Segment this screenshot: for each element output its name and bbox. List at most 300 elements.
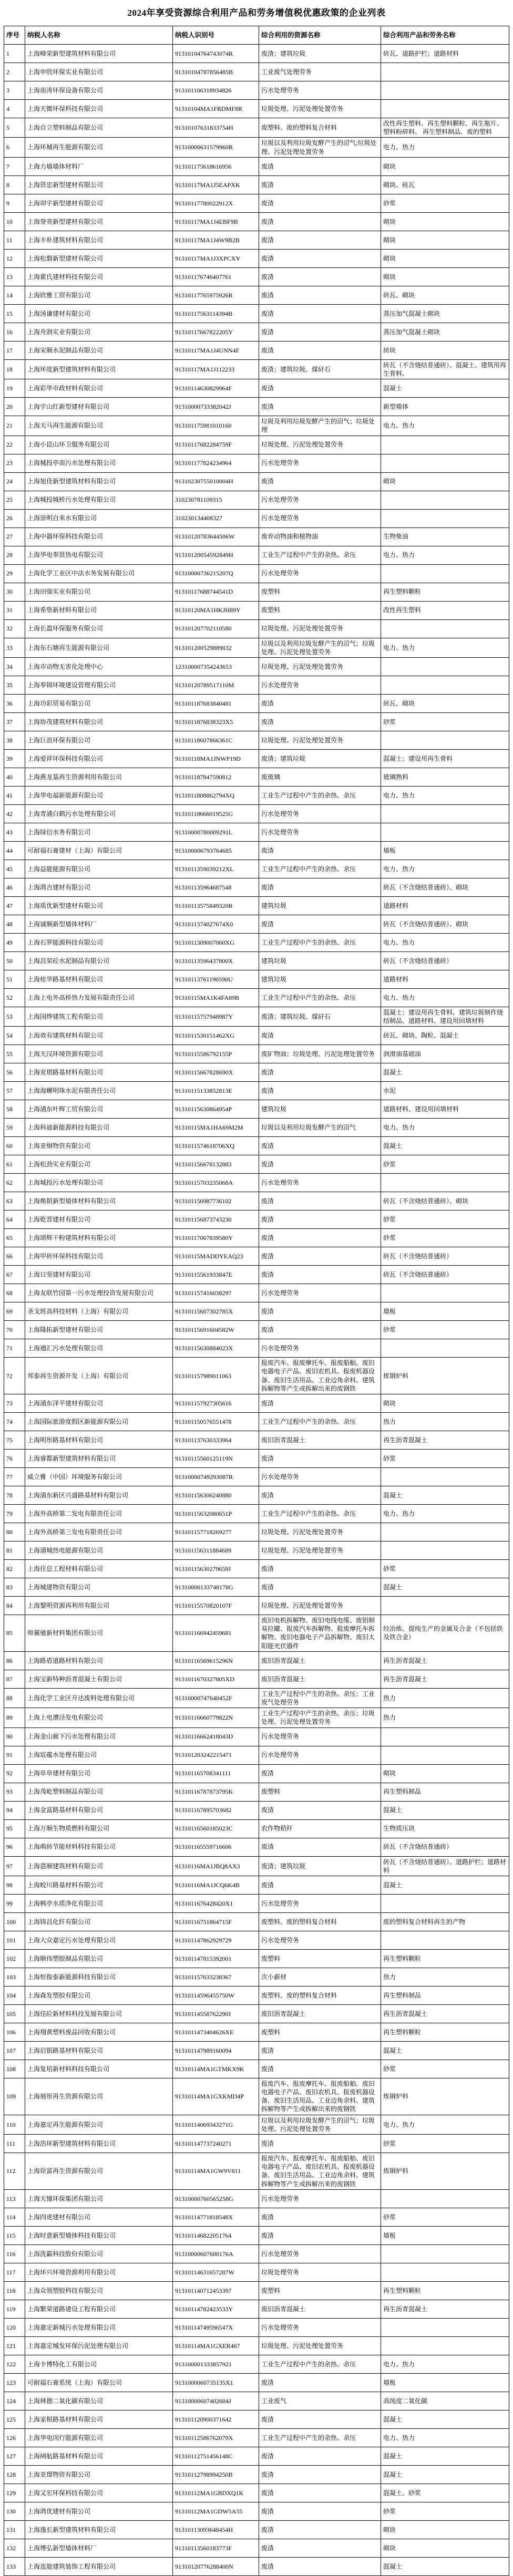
cell-taxpayer-name: 上海逸长新型建筑材料有限公司 bbox=[25, 2520, 173, 2539]
cell-taxpayer-id: 913101156873743230 bbox=[173, 1211, 259, 1229]
cell-taxpayer-id: 91310000133748178G bbox=[173, 1578, 259, 1597]
cell-taxpayer-name: 上海卡博特化工有限公司 bbox=[25, 2355, 173, 2373]
cell-taxpayer-name: 上海翟氏建材科技有限公司 bbox=[25, 267, 173, 286]
cell-resource-name: 垃圾及利用垃圾发酵产生的沼气；垃圾处理 bbox=[259, 416, 381, 436]
cell-taxpayer-name: 上海华电福新能源有限公司 bbox=[25, 786, 173, 804]
cell-taxpayer-id: 913101147815392001 bbox=[173, 1949, 259, 1968]
table-row bbox=[4, 694, 509, 712]
cell-taxpayer-id: 91310114069343271G bbox=[173, 2115, 259, 2134]
cell-taxpayer-id: 913101147862929729 bbox=[173, 1931, 259, 1949]
cell-product-name: 热力 bbox=[381, 1708, 509, 1727]
cell-taxpayer-name: 圣戈班高科技材料（上海）有限公司 bbox=[25, 1302, 173, 1321]
cell-index: 99 bbox=[4, 1894, 25, 1912]
cell-product-name: 道路材料、建设用回填材料 bbox=[381, 1100, 509, 1119]
table-row bbox=[4, 1247, 509, 1266]
cell-resource-name: 废塑料 bbox=[259, 583, 381, 601]
cell-index: 54 bbox=[4, 1027, 25, 1045]
cell-product-name bbox=[381, 804, 509, 823]
cell-index: 61 bbox=[4, 1155, 25, 1174]
cell-taxpayer-name: 上海效有建筑材料有限公司 bbox=[25, 1027, 173, 1045]
cell-product-name: 砂浆 bbox=[381, 2060, 509, 2078]
cell-taxpayer-name: 上海浩环新型建筑材料有限公司 bbox=[25, 2135, 173, 2153]
table-row bbox=[4, 1155, 509, 1174]
table-row bbox=[4, 2300, 509, 2318]
cell-taxpayer-id: 91310117MA1J4UNN4F bbox=[173, 341, 259, 359]
table-row bbox=[4, 1174, 509, 1192]
cell-taxpayer-id: 91310118607866361C bbox=[173, 731, 259, 749]
cell-resource-name: 废渣 bbox=[259, 194, 381, 212]
cell-taxpayer-id: 913101147737240271 bbox=[173, 2135, 259, 2153]
table-row bbox=[4, 804, 509, 823]
cell-taxpayer-id: 91310116662418043D bbox=[173, 1727, 259, 1746]
cell-index: 111 bbox=[4, 2135, 25, 2153]
cell-index: 44 bbox=[4, 841, 25, 860]
cell-taxpayer-id: 91310114771818548X bbox=[173, 2208, 259, 2226]
cell-taxpayer-name: 上海城建物资有限公司 bbox=[25, 1578, 173, 1597]
table-row bbox=[4, 379, 509, 398]
cell-product-name: 电力、热力 bbox=[381, 638, 509, 657]
cell-index: 23 bbox=[4, 454, 25, 472]
cell-taxpayer-id: 91310113596437800X bbox=[173, 951, 259, 970]
table-row bbox=[4, 1413, 509, 1431]
cell-taxpayer-name: 上海卯宇新型建材有限公司 bbox=[25, 194, 173, 212]
cell-taxpayer-id: 91310116MA1JBQ8AX3 bbox=[173, 1856, 259, 1876]
cell-product-name: 混凝土 bbox=[381, 2447, 509, 2465]
cell-product-name: 砌块 bbox=[381, 472, 509, 491]
cell-taxpayer-name: 上海天微环保科技有限公司 bbox=[25, 100, 173, 118]
cell-index: 91 bbox=[4, 1746, 25, 1764]
cell-taxpayer-id: 91310115632080651P bbox=[173, 1505, 259, 1523]
cell-taxpayer-id: 913101156678132883 bbox=[173, 1155, 259, 1174]
cell-taxpayer-id: 913101167895703682 bbox=[173, 1801, 259, 1819]
cell-taxpayer-name: 上海鸿优建材有限公司 bbox=[25, 2502, 173, 2520]
cell-product-name bbox=[381, 823, 509, 841]
cell-product-name: 混凝土 bbox=[381, 2557, 509, 2575]
cell-taxpayer-name: 上海松磐新型建材有限公司 bbox=[25, 249, 173, 267]
cell-resource-name: 废渣；建筑垃圾、煤矸石 bbox=[259, 1007, 381, 1026]
cell-taxpayer-name: 上海环城再生能源有限公司 bbox=[25, 138, 173, 157]
cell-index: 63 bbox=[4, 1192, 25, 1211]
cell-resource-name: 工业生产过程中产生的余热、余压 bbox=[259, 786, 381, 804]
cell-taxpayer-name: 上海宇山红新型建材有限公司 bbox=[25, 398, 173, 416]
column-header-taxpayer-id: 纳税人识别号 bbox=[173, 26, 259, 45]
cell-product-name: 水泥 bbox=[381, 1082, 509, 1100]
cell-resource-name: 废渣 bbox=[259, 1321, 381, 1339]
cell-resource-name: 报废汽车、报废摩托车、报废船舶、废旧电器电子产品、废旧农机具、报废机器设备、废旧生活用品、工业边角余料、建筑拆解物等产生或拆解出来的废钢铁 bbox=[259, 2078, 381, 2115]
cell-index: 22 bbox=[4, 436, 25, 454]
cell-index: 46 bbox=[4, 878, 25, 896]
table-row bbox=[4, 2484, 509, 2502]
cell-taxpayer-id: 91310000607600176A bbox=[173, 2244, 259, 2263]
column-header-product-name: 综合利用产品和劳务名称 bbox=[381, 26, 509, 45]
cell-product-name bbox=[381, 1597, 509, 1615]
cell-product-name bbox=[381, 436, 509, 454]
cell-index: 74 bbox=[4, 1413, 25, 1431]
cell-resource-name: 报废汽车、报废摩托车、报废船舶、废旧电器电子产品、废旧农机具、报废机器设备、废旧生活用品、工业边角余料、建筑拆解物等产生或拆解出来的废钢铁 bbox=[259, 2153, 381, 2190]
cell-product-name: 砂浆 bbox=[381, 1211, 509, 1229]
table-row bbox=[4, 2355, 509, 2373]
cell-resource-name: 废旧沥青混凝土 bbox=[259, 1651, 381, 1670]
table-row bbox=[4, 564, 509, 583]
cell-resource-name: 废塑料 bbox=[259, 601, 381, 619]
cell-resource-name: 废旧沥青混凝土 bbox=[259, 2004, 381, 2023]
cell-product-name: 电力、热力 bbox=[381, 138, 509, 157]
table-row bbox=[4, 1468, 509, 1486]
cell-taxpayer-name: 上海嘉定新城污水处理有限公司 bbox=[25, 2318, 173, 2336]
table-header bbox=[4, 26, 509, 45]
cell-resource-name: 污水处理劳务 bbox=[259, 676, 381, 694]
cell-product-name bbox=[381, 1894, 509, 1912]
cell-resource-name: 工业生产过程中产生的余热、余压 bbox=[259, 1505, 381, 1523]
cell-resource-name: 污水处理劳务 bbox=[259, 81, 381, 100]
cell-index: 18 bbox=[4, 359, 25, 379]
table-row bbox=[4, 1578, 509, 1597]
cell-taxpayer-name: 上海友联竹园第一污水处理投资发展有限公司 bbox=[25, 1284, 173, 1302]
cell-resource-name: 建筑垃圾 bbox=[259, 951, 381, 970]
cell-product-name: 砖块 bbox=[381, 341, 509, 359]
cell-product-name: 砖瓦、砌块 bbox=[381, 286, 509, 304]
cell-index: 41 bbox=[4, 786, 25, 804]
cell-product-name: 混凝土 bbox=[381, 1486, 509, 1505]
table-row bbox=[4, 2153, 509, 2190]
cell-taxpayer-name: 上海亚炯物资有限公司 bbox=[25, 1137, 173, 1155]
cell-index: 55 bbox=[4, 1045, 25, 1063]
table-row bbox=[4, 472, 509, 491]
table-row bbox=[4, 118, 509, 138]
cell-taxpayer-id: 91310117MA1J3XPCXY bbox=[173, 249, 259, 267]
cell-taxpayer-id: 913101140712453397 bbox=[173, 2281, 259, 2300]
cell-taxpayer-id: 91310115607302785X bbox=[173, 1302, 259, 1321]
cell-product-name: 砖瓦、砌块 bbox=[381, 694, 509, 712]
table-row bbox=[4, 712, 509, 731]
cell-index: 76 bbox=[4, 1450, 25, 1468]
cell-resource-name: 废渣 bbox=[259, 1027, 381, 1045]
table-row bbox=[4, 1968, 509, 1986]
cell-taxpayer-id: 913101157416038297 bbox=[173, 1284, 259, 1302]
cell-taxpayer-id: 91310117780022912X bbox=[173, 194, 259, 212]
cell-resource-name: 废渣 bbox=[259, 1266, 381, 1284]
cell-taxpayer-id: 91310115630279659J bbox=[173, 1560, 259, 1578]
cell-resource-name: 废渣 bbox=[259, 1229, 381, 1247]
cell-index: 92 bbox=[4, 1764, 25, 1783]
cell-resource-name: 废渣 bbox=[259, 212, 381, 231]
cell-resource-name: 废渣 bbox=[259, 304, 381, 323]
cell-taxpayer-name: 上海誉亮新型建材有限公司 bbox=[25, 212, 173, 231]
cell-taxpayer-id: 91310104MA1FRDMF8R bbox=[173, 100, 259, 118]
cell-taxpayer-name: 上海蛟川路基材料有限公司 bbox=[25, 1876, 173, 1894]
cell-product-name: 砌块 bbox=[381, 231, 509, 249]
cell-resource-name: 废渣 bbox=[259, 1137, 381, 1155]
cell-product-name: 电力、热力 bbox=[381, 988, 509, 1007]
cell-index: 119 bbox=[4, 2300, 25, 2318]
cell-taxpayer-id: 91310115757948987Y bbox=[173, 1007, 259, 1026]
cell-product-name: 混凝土 bbox=[381, 2410, 509, 2428]
cell-resource-name: 废渣 bbox=[259, 1211, 381, 1229]
cell-index: 113 bbox=[4, 2189, 25, 2208]
cell-taxpayer-name: 上海宋顺水泥制品有限公司 bbox=[25, 341, 173, 359]
cell-taxpayer-id: 91310115MA1K4FA89B bbox=[173, 988, 259, 1007]
cell-resource-name: 垃圾处理、污泥处理处置劳务 bbox=[259, 619, 381, 638]
cell-taxpayer-name: 上海协茂建筑材料有限公司 bbox=[25, 712, 173, 731]
cell-taxpayer-id: 91310114630829964F bbox=[173, 379, 259, 398]
table-row bbox=[4, 896, 509, 915]
table-row bbox=[4, 2318, 509, 2336]
table-row bbox=[4, 1063, 509, 1082]
cell-taxpayer-id: 91310117MA1J5EAPXK bbox=[173, 175, 259, 194]
cell-taxpayer-id: 913101200529889032 bbox=[173, 638, 259, 657]
table-row bbox=[4, 823, 509, 841]
table-row bbox=[4, 2244, 509, 2263]
table-row bbox=[4, 1082, 509, 1100]
cell-taxpayer-id: 91310115133852813E bbox=[173, 1082, 259, 1100]
cell-taxpayer-id: 91310116787873795K bbox=[173, 1783, 259, 1801]
cell-resource-name: 废渣 bbox=[259, 1394, 381, 1413]
cell-product-name: 道路材料 bbox=[381, 970, 509, 988]
cell-taxpayer-name: 上海青浦白鹤污水处理有限公司 bbox=[25, 804, 173, 823]
cell-taxpayer-name: 上海功彩贸易有限公司 bbox=[25, 694, 173, 712]
cell-taxpayer-id: 91310000780009291L bbox=[173, 823, 259, 841]
cell-index: 39 bbox=[4, 749, 25, 768]
table-row bbox=[4, 1651, 509, 1670]
cell-product-name: 砌块、砖瓦 bbox=[381, 175, 509, 194]
table-row bbox=[4, 1764, 509, 1783]
cell-index: 107 bbox=[4, 2041, 25, 2060]
cell-product-name: 电力、热力 bbox=[381, 1505, 509, 1523]
cell-resource-name: 废旧沥青混凝土 bbox=[259, 1670, 381, 1688]
cell-resource-name: 污水处理劳务 bbox=[259, 491, 381, 509]
cell-index: 130 bbox=[4, 2502, 25, 2520]
cell-product-name bbox=[381, 619, 509, 638]
cell-index: 109 bbox=[4, 2078, 25, 2115]
cell-resource-name: 建筑垃圾 bbox=[259, 970, 381, 988]
cell-taxpayer-name: 上海翔黄塑料废品回收有限公司 bbox=[25, 2023, 173, 2041]
cell-taxpayer-id: 913101165559716606 bbox=[173, 1838, 259, 1856]
cell-product-name: 再生塑料颗粒 bbox=[381, 2281, 509, 2300]
cell-product-name: 再生塑料制品 bbox=[381, 1986, 509, 2004]
table-row bbox=[4, 2041, 509, 2060]
cell-taxpayer-name: 上海汤谦建材有限公司 bbox=[25, 304, 173, 323]
cell-taxpayer-id: 913101157927305616 bbox=[173, 1394, 259, 1413]
table-row bbox=[4, 933, 509, 951]
cell-resource-name: 废渣 bbox=[259, 1560, 381, 1578]
cell-product-name: 电力、热力 bbox=[381, 2428, 509, 2447]
cell-index: 117 bbox=[4, 2263, 25, 2281]
cell-resource-name: 废渣 bbox=[259, 915, 381, 933]
cell-taxpayer-id: 91310115561933847E bbox=[173, 1266, 259, 1284]
table-row bbox=[4, 2392, 509, 2410]
cell-product-name bbox=[381, 2189, 509, 2208]
cell-index: 31 bbox=[4, 601, 25, 619]
cell-taxpayer-id: 9131011876838323X5 bbox=[173, 712, 259, 731]
cell-index: 70 bbox=[4, 1321, 25, 1339]
table-row bbox=[4, 638, 509, 657]
cell-taxpayer-name: 上海时意新型墙体科技有限公司 bbox=[25, 2226, 173, 2244]
cell-resource-name: 废渣 bbox=[259, 398, 381, 416]
cell-index: 3 bbox=[4, 81, 25, 100]
cell-product-name: 混凝土 bbox=[381, 1137, 509, 1155]
cell-taxpayer-name: 上海焕银新型墙体材料有限公司 bbox=[25, 1192, 173, 1211]
cell-product-name: 电力、热力 bbox=[381, 546, 509, 564]
cell-taxpayer-id: 91310117682284759F bbox=[173, 436, 259, 454]
cell-taxpayer-id: 91310112MA1GDW5A55 bbox=[173, 2502, 259, 2520]
cell-product-name: 再生沥青混凝土 bbox=[381, 1431, 509, 1450]
table-row bbox=[4, 1284, 509, 1302]
cell-taxpayer-id: 913101156306240880 bbox=[173, 1486, 259, 1505]
cell-taxpayer-name: 威立雅（中国）环境服务有限公司 bbox=[25, 1468, 173, 1486]
cell-index: 28 bbox=[4, 546, 25, 564]
page-title: 2024年享受资源综合利用产品和劳务增值税优惠政策的企业列表 bbox=[127, 8, 386, 18]
cell-taxpayer-id: 913101135964687548 bbox=[173, 878, 259, 896]
table-row bbox=[4, 2336, 509, 2355]
cell-resource-name: 次小薪材 bbox=[259, 1968, 381, 1986]
cell-index: 126 bbox=[4, 2428, 25, 2447]
cell-taxpayer-name: 上海亚珺路基材料有限公司 bbox=[25, 1063, 173, 1082]
cell-product-name: 砌块 bbox=[381, 267, 509, 286]
cell-index: 11 bbox=[4, 231, 25, 249]
cell-taxpayer-id: 91310113761190590U bbox=[173, 970, 259, 988]
table-row bbox=[4, 2520, 509, 2539]
cell-taxpayer-name: 上海燕龙基再生资源利用有限公司 bbox=[25, 768, 173, 786]
table-row bbox=[4, 2447, 509, 2465]
cell-resource-name: 废渣 bbox=[259, 157, 381, 175]
cell-resource-name: 废渣 bbox=[259, 2208, 381, 2226]
table-row bbox=[4, 915, 509, 933]
cell-product-name: 再生沥青混凝土 bbox=[381, 1670, 509, 1688]
table-body bbox=[4, 45, 509, 2576]
cell-taxpayer-name: 上海海螺明珠水泥有限责任公司 bbox=[25, 1082, 173, 1100]
cell-taxpayer-id: 91310112MA1GBDXQ1K bbox=[173, 2484, 259, 2502]
cell-taxpayer-name: 上海嘉定城发环保污泥处理有限公司 bbox=[25, 2336, 173, 2355]
table-row bbox=[4, 63, 509, 81]
cell-taxpayer-name: 上海益能能源有限公司 bbox=[25, 860, 173, 878]
cell-index: 51 bbox=[4, 970, 25, 988]
table-row bbox=[4, 2281, 509, 2300]
cell-taxpayer-name: 上海丰朴建筑材料有限公司 bbox=[25, 231, 173, 249]
cell-taxpayer-id: 91310116569615296N bbox=[173, 1651, 259, 1670]
cell-product-name: 经冶炼、提纯生产的金属及合金（不包括铁及铁合金） bbox=[381, 1615, 509, 1652]
table-row bbox=[4, 194, 509, 212]
cell-taxpayer-name: 上海浦东泽平建材有限公司 bbox=[25, 1394, 173, 1413]
cell-product-name: 砌块 bbox=[381, 212, 509, 231]
cell-product-name bbox=[381, 2318, 509, 2336]
table-row bbox=[4, 1229, 509, 1247]
cell-taxpayer-name: 上海巨浪环保有限公司 bbox=[25, 731, 173, 749]
cell-taxpayer-id: 91310118666019525G bbox=[173, 804, 259, 823]
cell-resource-name: 废渣 bbox=[259, 1247, 381, 1266]
table-row bbox=[4, 1394, 509, 1413]
cell-product-name: 再生塑料颗粒 bbox=[381, 583, 509, 601]
cell-product-name: 砂浆 bbox=[381, 1229, 509, 1247]
cell-taxpayer-id: 91310115667828690X bbox=[173, 1063, 259, 1082]
cell-index: 34 bbox=[4, 657, 25, 676]
table-row bbox=[4, 249, 509, 267]
cell-resource-name: 污水处理劳务 bbox=[259, 1894, 381, 1912]
table-row bbox=[4, 1801, 509, 1819]
table-row bbox=[4, 2060, 509, 2078]
table-row bbox=[4, 657, 509, 676]
cell-index: 10 bbox=[4, 212, 25, 231]
cell-product-name: 混凝土、砂浆 bbox=[381, 2484, 509, 2502]
cell-taxpayer-id: 9131011473404626XE bbox=[173, 2023, 259, 2041]
cell-taxpayer-id: 91310117765975926R bbox=[173, 286, 259, 304]
table-row bbox=[4, 970, 509, 988]
cell-index: 58 bbox=[4, 1100, 25, 1119]
cell-product-name: 混凝土；建设用再生骨料、建筑垃圾制作烧结制品、道路材料、建设用回填材料 bbox=[381, 1007, 509, 1026]
table-row bbox=[4, 175, 509, 194]
cell-taxpayer-name: 上海嘉定再生能源有限公司 bbox=[25, 2115, 173, 2134]
cell-product-name bbox=[381, 1727, 509, 1746]
cell-product-name: 电力、热力 bbox=[381, 860, 509, 878]
cell-resource-name: 废渣 bbox=[259, 341, 381, 359]
cell-taxpayer-id: 9131011374027674X0 bbox=[173, 915, 259, 933]
table-row bbox=[4, 231, 509, 249]
table-row bbox=[4, 1597, 509, 1615]
cell-taxpayer-id: 913101175981010160 bbox=[173, 416, 259, 436]
cell-product-name: 砖瓦（不含烧结普通砖） bbox=[381, 951, 509, 970]
cell-product-name bbox=[381, 564, 509, 583]
table-row bbox=[4, 878, 509, 896]
cell-taxpayer-id: 91310117MA1J4EBF9B bbox=[173, 212, 259, 231]
cell-taxpayer-name: 上海化学工业区中法水务发展有限公司 bbox=[25, 564, 173, 583]
cell-taxpayer-name: 上海绿衍水务有限公司 bbox=[25, 823, 173, 841]
table-row bbox=[4, 45, 509, 63]
cell-resource-name: 污水处理劳务 bbox=[259, 2189, 381, 2208]
table-row bbox=[4, 286, 509, 304]
cell-taxpayer-id: 91310117MA1J112233 bbox=[173, 359, 259, 379]
table-row bbox=[4, 1302, 509, 1321]
cell-product-name: 高纯度二氧化碳 bbox=[381, 2392, 509, 2410]
cell-taxpayer-name: 上海上电漕泾发电有限公司 bbox=[25, 1708, 173, 1727]
cell-index: 25 bbox=[4, 491, 25, 509]
cell-product-name: 改性再生塑料、再生塑料颗粒、再生瓶片、塑料粉碎料、 再生塑料制品、废的塑料 bbox=[381, 118, 509, 138]
cell-taxpayer-id: 91310117067839580Y bbox=[173, 1229, 259, 1247]
cell-resource-name: 废渣 bbox=[259, 1801, 381, 1819]
table-row bbox=[4, 2557, 509, 2575]
cell-taxpayer-name: 上海昌荣砼水泥制品有限公司 bbox=[25, 951, 173, 970]
cell-index: 15 bbox=[4, 304, 25, 323]
table-row bbox=[4, 2539, 509, 2557]
cell-index: 75 bbox=[4, 1431, 25, 1450]
table-row bbox=[4, 1027, 509, 1045]
cell-taxpayer-name: 上海申欣环保实业有限公司 bbox=[25, 63, 173, 81]
cell-taxpayer-name: 上海城投亭南污水处理有限公司 bbox=[25, 454, 173, 472]
cell-resource-name: 污水处理劳务 bbox=[259, 1339, 381, 1358]
cell-taxpayer-id: 91310115MA1HA69M2M bbox=[173, 1119, 259, 1137]
cell-taxpayer-name: 上海启银路基材料有限公司 bbox=[25, 2041, 173, 2060]
cell-resource-name: 废渣 bbox=[259, 472, 381, 491]
cell-resource-name: 建筑垃圾 bbox=[259, 896, 381, 915]
cell-taxpayer-id: 9131000060735135X1 bbox=[173, 2373, 259, 2392]
cell-index: 65 bbox=[4, 1229, 25, 1247]
table-row bbox=[4, 619, 509, 638]
cell-product-name: 砂浆 bbox=[381, 1560, 509, 1578]
cell-taxpayer-id: 91310115703235068A bbox=[173, 1174, 259, 1192]
cell-index: 6 bbox=[4, 138, 25, 157]
cell-index: 133 bbox=[4, 2557, 25, 2575]
cell-product-name: 电力、热力 bbox=[381, 2115, 509, 2134]
cell-taxpayer-id: 9131011309007060XG bbox=[173, 933, 259, 951]
cell-index: 9 bbox=[4, 194, 25, 212]
table-row bbox=[4, 304, 509, 323]
cell-taxpayer-name: 上海桂华路基材料有限公司 bbox=[25, 970, 173, 988]
cell-resource-name: 垃圾以及利用垃圾发酵产生的沼气；垃圾处理、污泥处理处置劳务 bbox=[259, 638, 381, 657]
cell-index: 20 bbox=[4, 398, 25, 416]
cell-index: 33 bbox=[4, 638, 25, 657]
cell-resource-name: 废塑料、废的塑料复合材料 bbox=[259, 118, 381, 138]
cell-index: 122 bbox=[4, 2355, 25, 2373]
cell-taxpayer-id: 9131011808862794XQ bbox=[173, 786, 259, 804]
cell-taxpayer-id: 91310120789517110M bbox=[173, 676, 259, 694]
